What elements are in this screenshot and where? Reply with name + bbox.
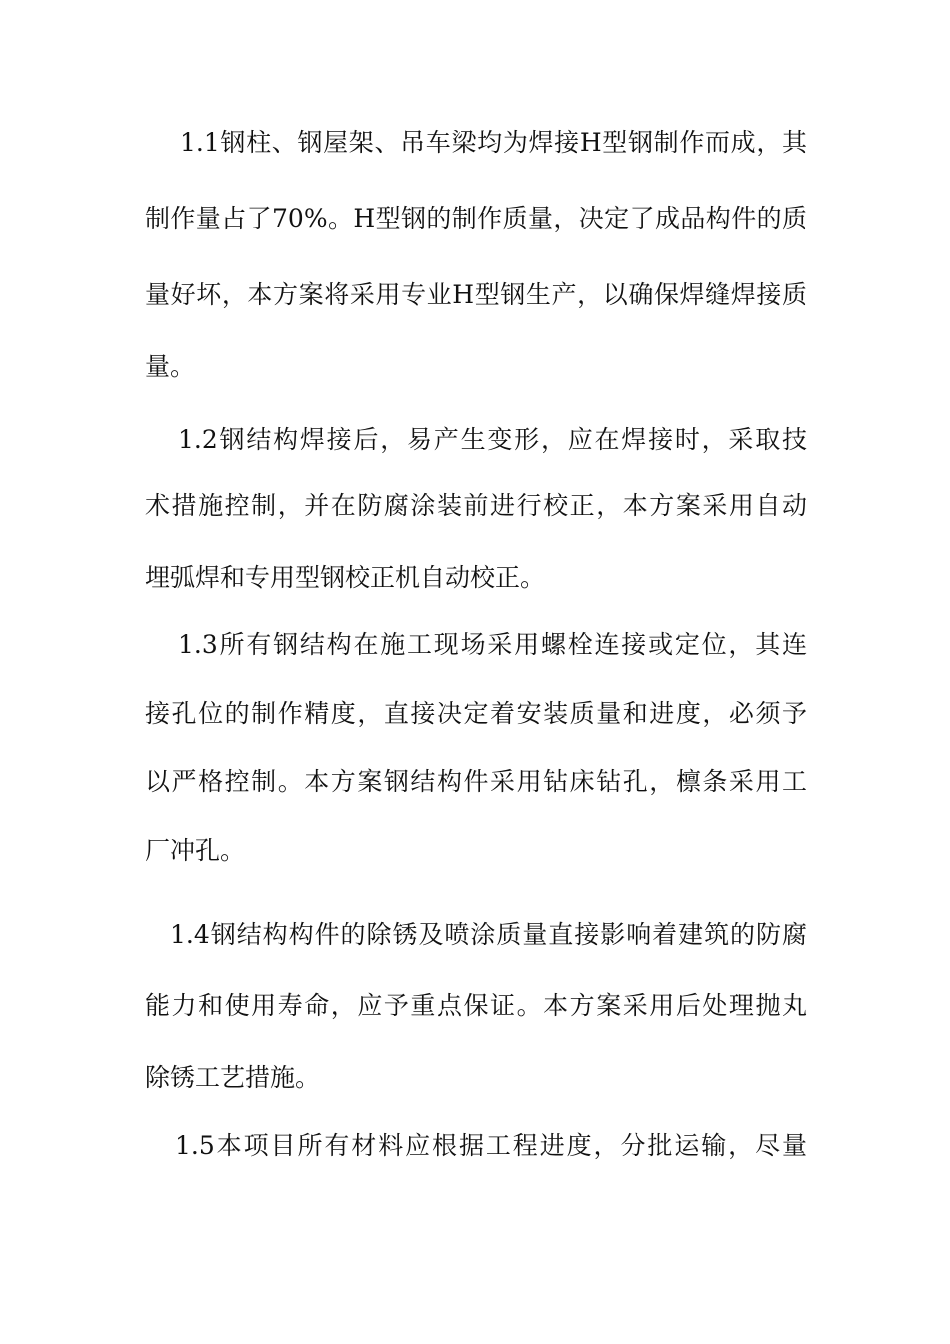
text-line: 埋弧焊和专用型钢校正机自动校正。 <box>145 563 546 592</box>
text-line: 1.3所有钢结构在施工现场采用螺栓连接或定位，其连 <box>178 630 807 659</box>
text-line: 1.1钢柱、钢屋架、吊车梁均为焊接H型钢制作而成，其 <box>180 128 807 157</box>
text-line: 量。 <box>145 352 196 381</box>
text-line: 除锈工艺措施。 <box>145 1063 321 1092</box>
text-line: 厂冲孔。 <box>145 836 246 865</box>
text-line: 量好坏，本方案将采用专业H型钢生产，以确保焊缝焊接质 <box>145 280 807 309</box>
text-line: 能力和使用寿命，应予重点保证。本方案采用后处理抛丸 <box>145 991 807 1020</box>
text-line: 1.5本项目所有材料应根据工程进度，分批运输，尽量 <box>175 1131 807 1160</box>
text-line: 术措施控制，并在防腐涂装前进行校正，本方案采用自动 <box>145 491 807 520</box>
text-line: 1.4钢结构构件的除锈及喷涂质量直接影响着建筑的防腐 <box>170 920 807 949</box>
text-line: 1.2钢结构焊接后，易产生变形，应在焊接时，采取技 <box>178 425 807 454</box>
text-line: 以严格控制。本方案钢结构件采用钻床钻孔，檩条采用工 <box>145 767 807 796</box>
text-line: 制作量占了70%。H型钢的制作质量，决定了成品构件的质 <box>145 204 807 233</box>
text-line: 接孔位的制作精度，直接决定着安装质量和进度，必须予 <box>145 699 807 728</box>
